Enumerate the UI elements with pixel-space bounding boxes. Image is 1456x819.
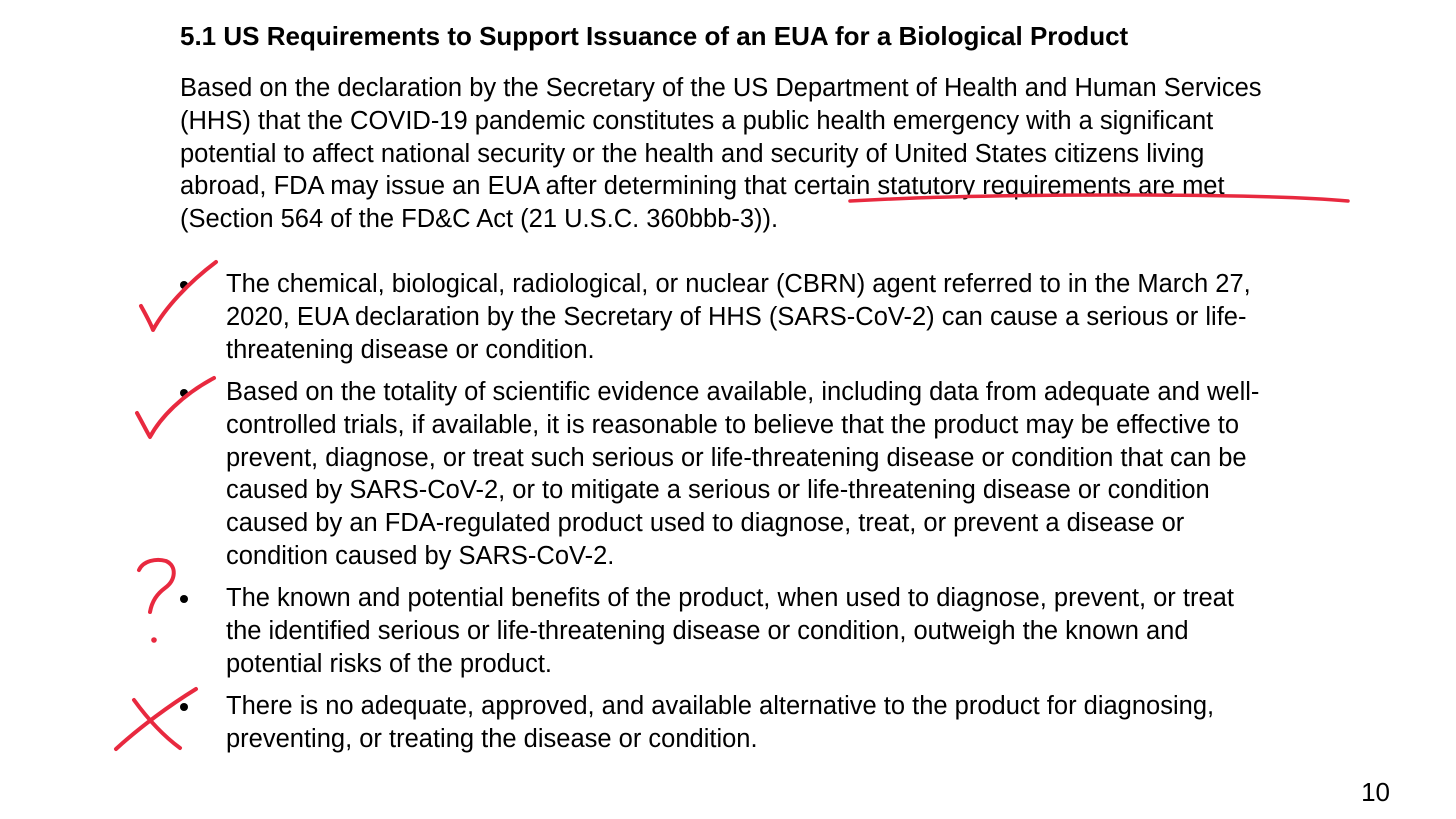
list-item-line: caused by SARS-CoV-2, or to mitigate a serious or life-threatening disease or condition: [226, 476, 1210, 505]
bullet-dot-icon: [180, 703, 188, 711]
bullet-dot-icon: [180, 281, 188, 289]
intro-line: Based on the declaration by the Secretary of the US Department of Health and Human Services: [180, 74, 1262, 102]
list-item-line: 2020, EUA declaration by the Secretary of HHS (SARS-CoV-2) can cause a serious or life-: [226, 302, 1247, 331]
intro-line: potential to affect national security or the health and security of United States citizens living: [180, 139, 1205, 168]
list-item-line: the identified serious or life-threatening disease or condition, outweigh the known and: [226, 616, 1189, 645]
page-number: 10: [1361, 777, 1390, 807]
list-item-line: prevent, diagnose, or treat such serious or life-threatening disease or condition that can be: [226, 443, 1247, 472]
list-item-line: controlled trials, if available, it is reasonable to believe that the product may be effective to: [226, 410, 1240, 439]
list-item-line: The chemical, biological, radiological, or nuclear (CBRN) agent referred to in the March 27,: [226, 270, 1251, 298]
intro-line: abroad, FDA may issue an EUA after determining that certain statutory requirements are met: [180, 172, 1225, 201]
list-item-line: preventing, or treating the disease or condition.: [226, 724, 758, 753]
section-heading: 5.1 US Requirements to Support Issuance of an EUA for a Biological Product: [180, 21, 1129, 51]
intro-line: (HHS) that the COVID-19 pandemic constitutes a public health emergency with a significant: [180, 106, 1214, 135]
list-item: [226, 268, 1406, 366]
list-item: [226, 376, 1406, 573]
list-item-line: threatening disease or condition.: [226, 335, 595, 364]
list-item-line: caused by an FDA-regulated product used to diagnose, treat, or prevent a disease or: [226, 509, 1185, 538]
list-item-line: There is no adequate, approved, and available alternative to the product for diagnosing,: [226, 692, 1215, 720]
list-item-line: The known and potential benefits of the product, when used to diagnose, prevent, or treat: [226, 584, 1234, 612]
bullet-dot-icon: [180, 389, 188, 397]
list-item: [226, 582, 1406, 680]
list-item-line: condition caused by SARS-CoV-2.: [226, 541, 615, 570]
list-item-line: Based on the totality of scientific evidence available, including data from adequate and well-: [226, 378, 1260, 406]
bullet-dot-icon: [180, 595, 188, 603]
list-item: [226, 690, 1406, 756]
list-item-line: potential risks of the product.: [226, 649, 553, 678]
intro-line: (Section 564 of the FD&C Act (21 U.S.C. 360bbb-3)).: [180, 205, 779, 234]
